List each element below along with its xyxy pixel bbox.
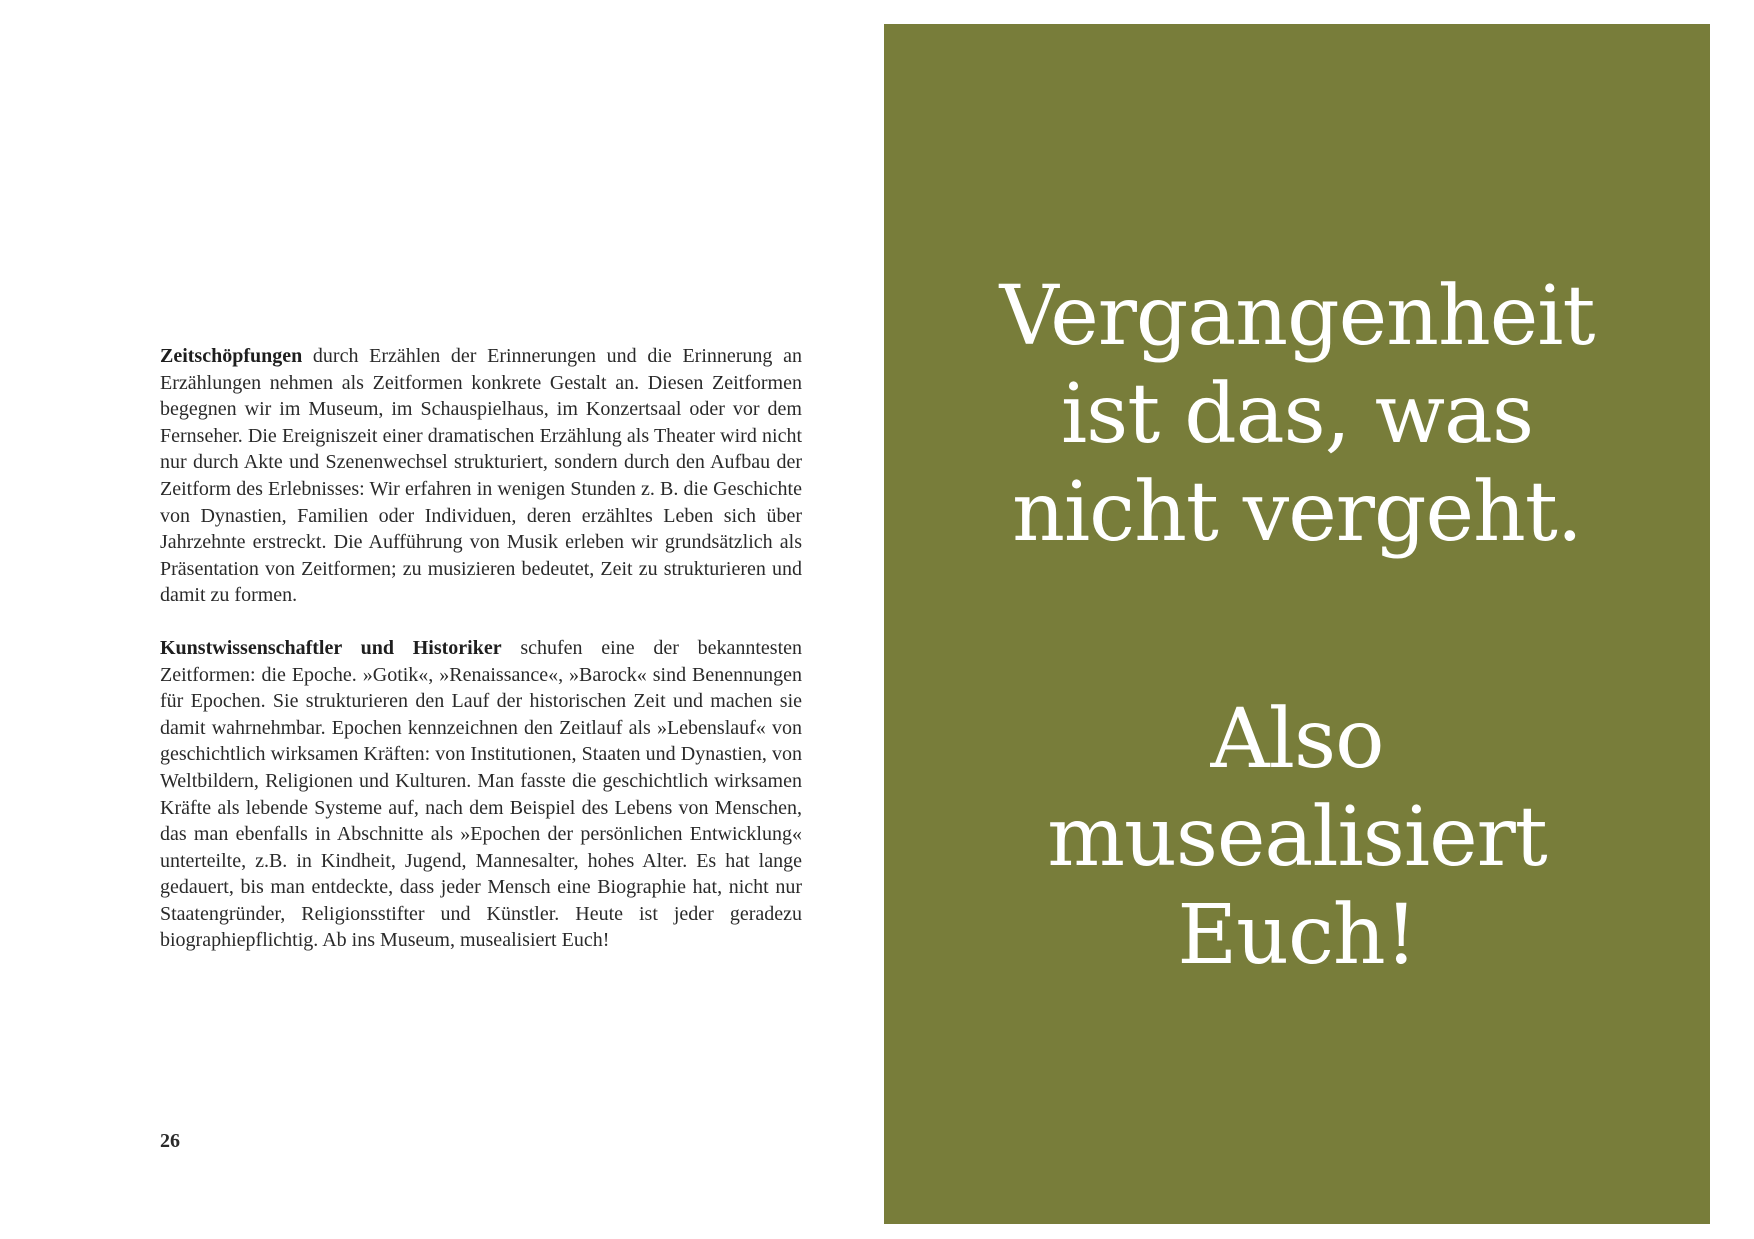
- quote-line: ist das, was: [1060, 367, 1534, 462]
- quote-line: musealisiert: [1047, 790, 1547, 885]
- quote-panel: [884, 24, 1710, 1224]
- paragraph-zeitschoepfungen: [160, 343, 802, 609]
- body-text: [160, 343, 802, 954]
- paragraph-body: durch Erzählen der Erinnerungen und die Erinnerung an Erzählungen nehmen als Zeitformen konkrete Gestalt an. Diesen Zeitformen begegnen wir im Museum, im Schauspielhaus, im Konzertsaal oder vor dem Fernseher. Die Ereigniszeit einer dramatischen Erzählung als Theater wird nicht nur durch Akte und Szenenwechsel strukturiert, sondern durch den Aufbau der Zeitform des Erlebnisses: Wir erfahren in wenigen Stunden z. B. die Geschichte von Dynastien, Familien oder Individuen, deren erzähltes Leben sich über Jahrzehnte erstreckt. Die Aufführung von Musik erleben wir grundsätzlich als Präsentation von Zeitformen; zu musizieren bedeutet, Zeit zu strukturieren und damit zu formen.: [160, 345, 802, 607]
- quote-line: nicht vergeht.: [1012, 465, 1582, 560]
- paragraph-kunstwissenschaftler: [160, 635, 802, 954]
- quote-line: Also: [1210, 692, 1384, 787]
- quote-line: Euch!: [1177, 888, 1417, 983]
- quote-vergangenheit: [884, 268, 1710, 562]
- paragraph-body: schufen eine der bekanntesten Zeitformen: die Epoche. »Gotik«, »Renaissance«, »Barock« sind Benennungen für Epochen. Sie strukturieren den Lauf der historischen Zeit und machen sie damit wahrnehmbar. Epochen kennzeichnen den Zeitlauf als »Lebenslauf« von geschichtlich wirksamen Kräften: von Institutionen, Staaten und Dynastien, von Weltbildern, Religionen und Kulturen. Man fasste die geschichtlich wirksamen Kräfte als lebende Systeme auf, nach dem Beispiel des Lebens von Menschen, das man ebenfalls in Abschnitte als »Epochen der persönlichen Entwicklung« unterteilte, z.B. in Kindheit, Jugend, Mannesalter, hohes Alter. Es hat lange gedauert, bis man entdeckte, dass jeder Mensch eine Biographie hat, nicht nur Staatengründer, Religionsstifter und Künstler. Heute ist jeder geradezu biographiepflichtig. Ab ins Museum, musealisiert Euch!: [160, 636, 803, 952]
- page-number: 26: [160, 1130, 180, 1152]
- paragraph-lead: Kunstwissenschaftler und Historiker: [160, 636, 502, 659]
- paragraph-lead: Zeitschöpfungen: [160, 345, 303, 367]
- quote-line: Vergangenheit: [999, 269, 1595, 364]
- quote-musealisiert: [884, 691, 1710, 985]
